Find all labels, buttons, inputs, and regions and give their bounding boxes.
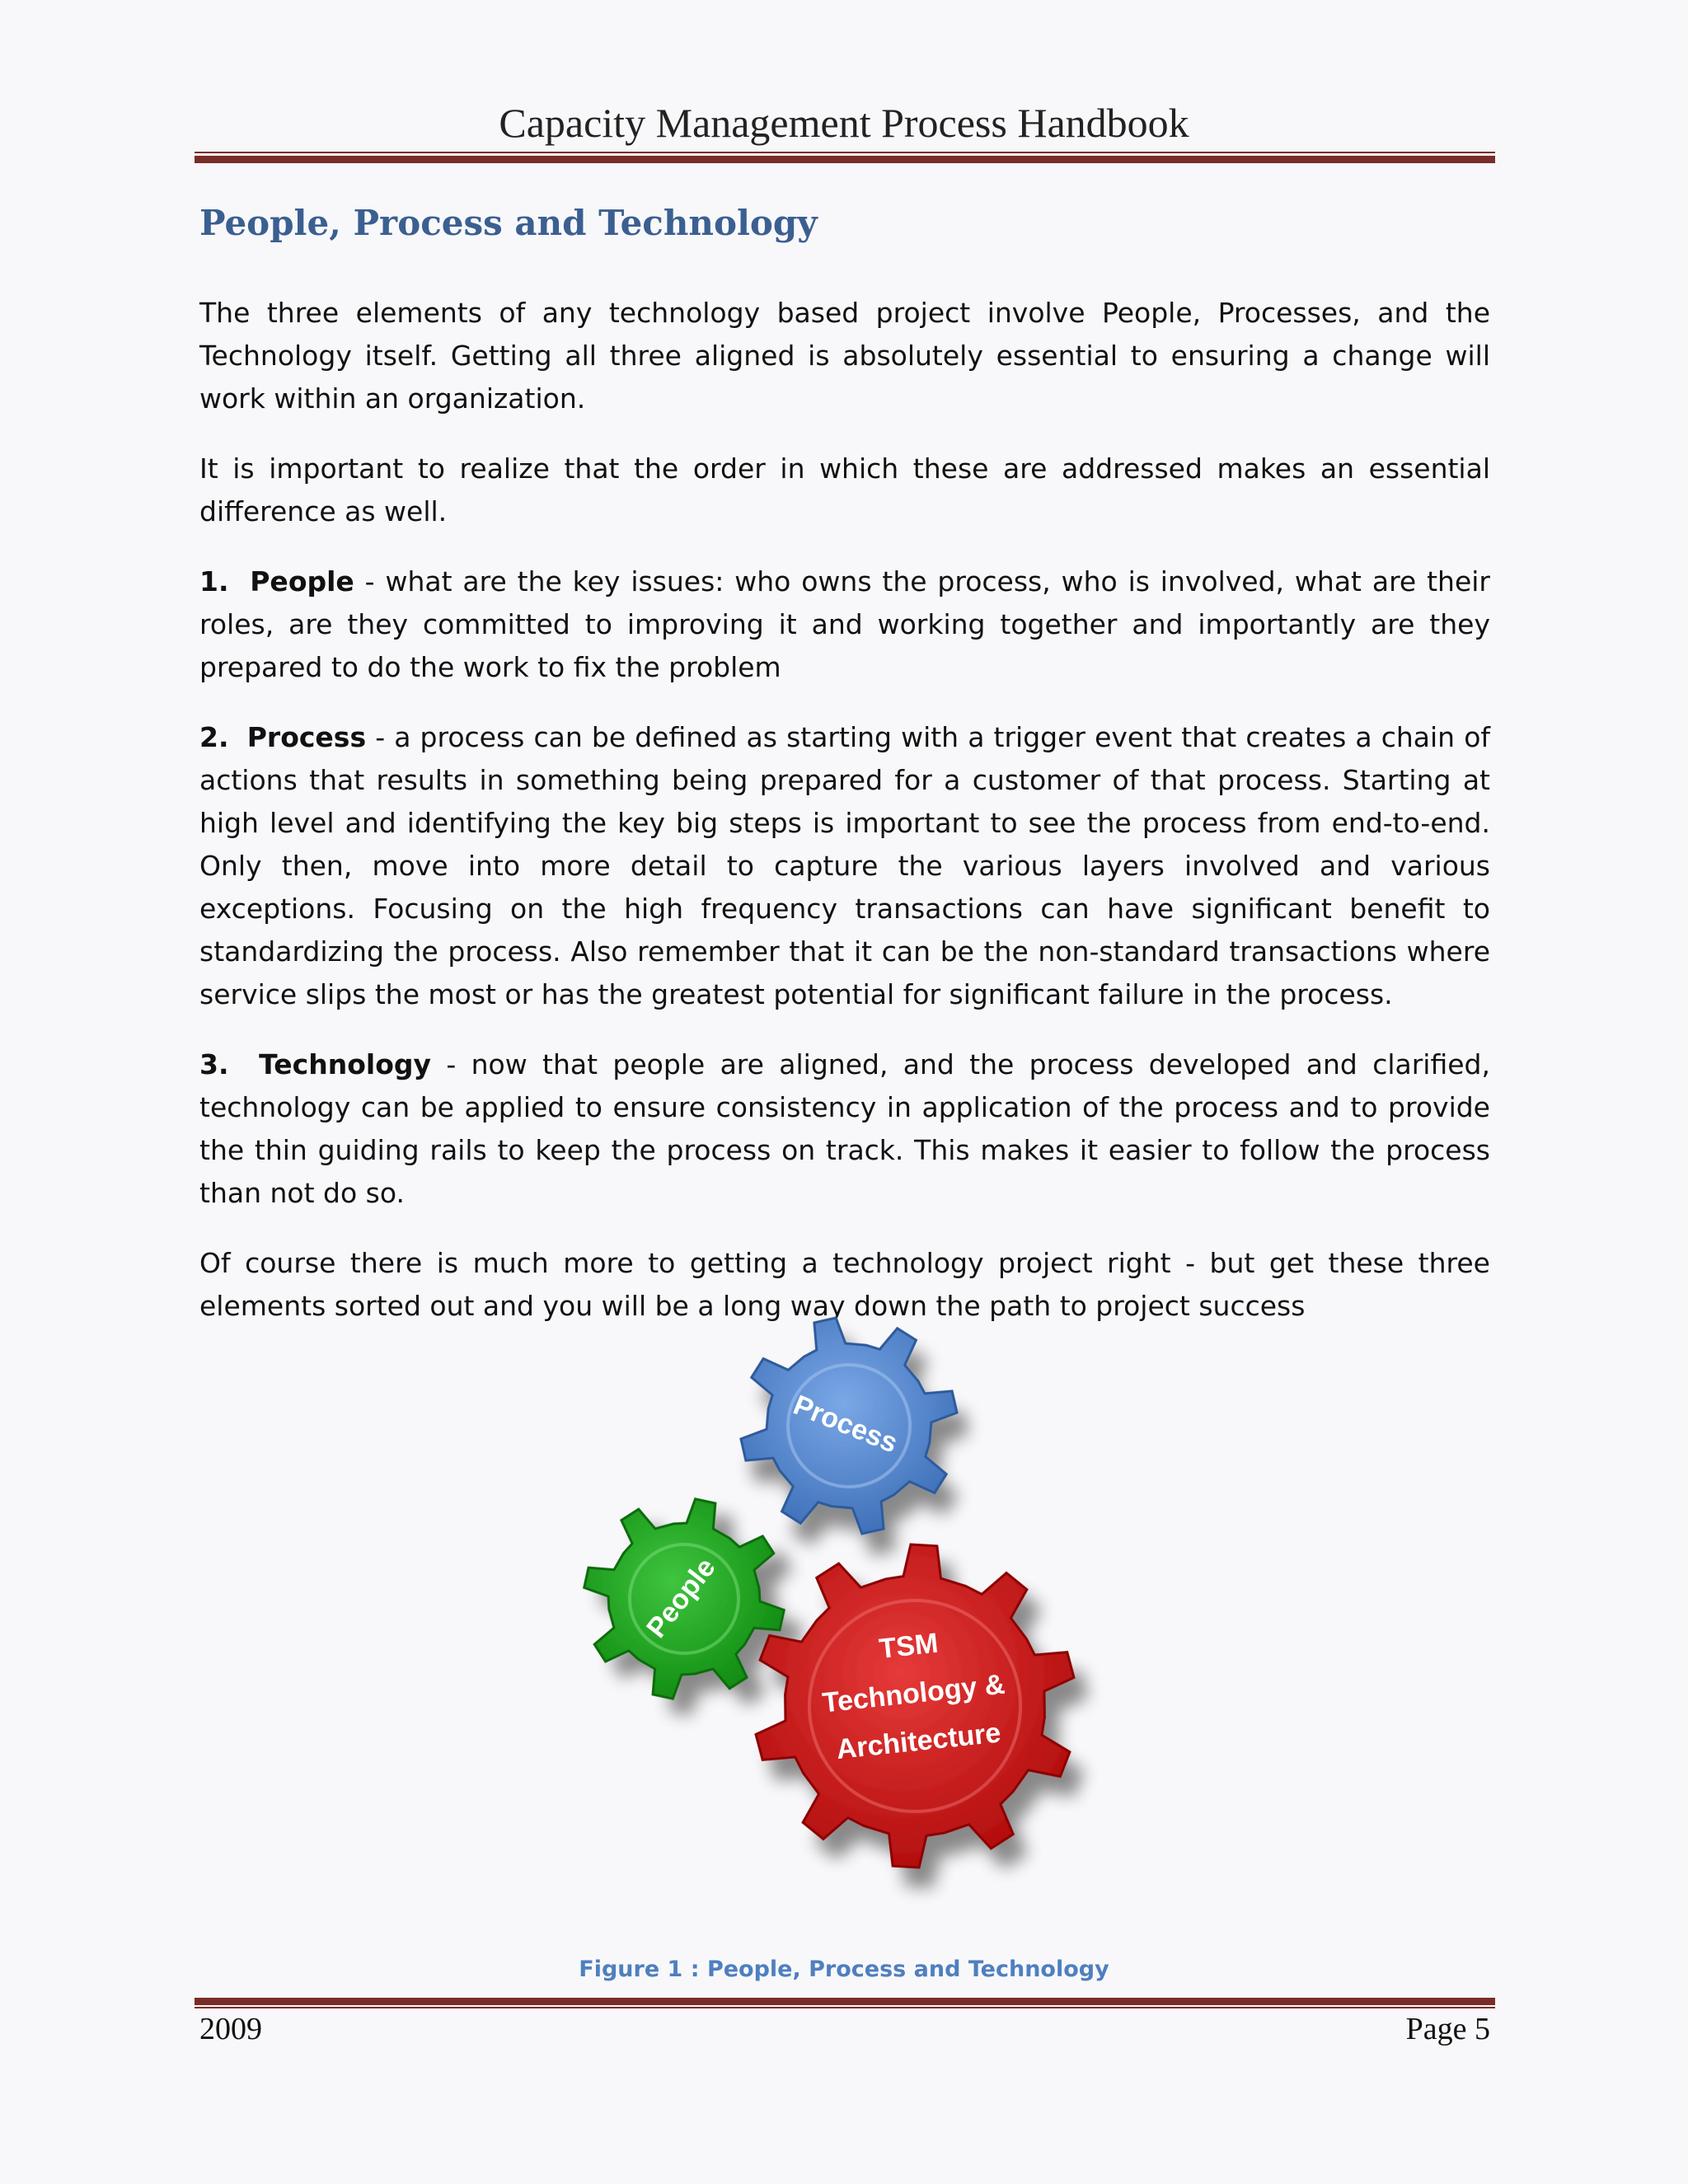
people-gear-label: People	[640, 1552, 722, 1644]
technology-number: 3.	[199, 1048, 229, 1080]
people-paragraph	[199, 560, 1490, 689]
technology-text: - now that people are aligned, and the process developed and clarified, technology can be applied to ensure consistency in application of the process and to provide the thin guiding rails to keep the process on track. This makes it easier to follow the process than not do so.	[199, 1048, 1490, 1209]
page-header-title: Capacity Management Process Handbook	[499, 100, 1189, 146]
body-content	[199, 292, 1490, 1355]
technology-paragraph	[199, 1043, 1490, 1215]
order-paragraph: It is important to realize that the order in which these are addressed makes an essential difference as well.	[199, 452, 1490, 527]
process-term: Process	[246, 721, 367, 753]
footer-page-number: Page 5	[1405, 2012, 1490, 2046]
process-paragraph	[199, 716, 1490, 1016]
footer-rule-thin	[195, 2007, 1495, 2008]
closing-paragraph: Of course there is much more to getting a technology project right - but get these three elements sorted out and you will be a long way down the path to project success	[199, 1247, 1490, 1322]
technology-term: Technology	[259, 1048, 432, 1080]
tsm-label-line2: Technology &	[820, 1668, 1006, 1719]
footer-rule-thick	[195, 1998, 1495, 2005]
header-rule-thick	[195, 156, 1495, 163]
people-number: 1.	[199, 565, 229, 598]
gears-figure	[528, 1302, 1154, 1929]
people-text: - what are the key issues: who owns the process, who is involved, what are their roles, are they committed to improving it and working together and importantly are they prepared to do the work to fix the problem	[199, 565, 1490, 683]
people-term: People	[250, 565, 354, 598]
figure-caption: Figure 1 : People, Process and Technology	[579, 1957, 1109, 1982]
process-gear-label: Process	[789, 1389, 903, 1460]
header-rule-thin	[195, 152, 1495, 153]
intro-paragraph: The three elements of any technology based project involve People, Processes, and the Technology itself. Getting all three aligned is absolutely essential to ensuring a change will work within an organization.	[199, 297, 1490, 415]
footer-year: 2009	[199, 2012, 262, 2046]
section-heading: People, Process and Technology	[199, 203, 818, 243]
tsm-label-line3: Architecture	[834, 1717, 1003, 1766]
process-text: - a process can be defined as starting with a trigger event that creates a chain of actions that results in something being prepared for a customer of that process. Starting at high level and identifying the key big steps is important to see the process from end-to-end. Only then, move into more detail to capture the various layers involved and various exceptions. Focusing on the high frequency transactions can have significant benefit to standardizing the process. Also remember that it can be the non-standard transactions where service slips the most or has the greatest potential for significant failure in the process.	[199, 721, 1490, 1010]
tsm-label-line1: TSM	[877, 1627, 940, 1666]
process-number: 2.	[199, 721, 229, 753]
